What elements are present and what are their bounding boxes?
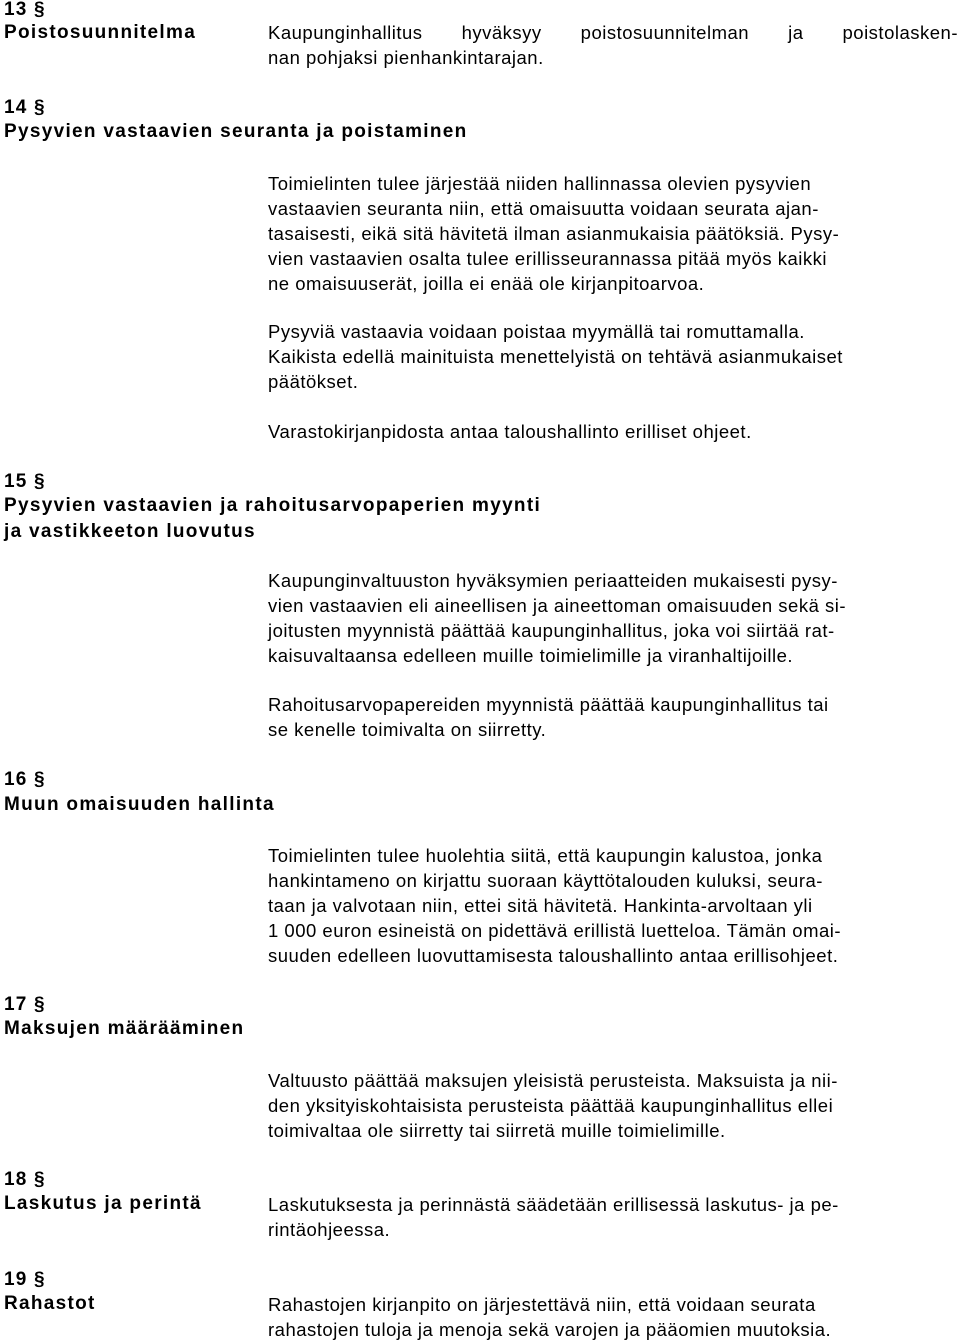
text-line: Varastokirjanpidosta antaa taloushallinto erilliset ohjeet. [268, 421, 752, 442]
section-18-number: 18 § [4, 1169, 46, 1190]
text-line: taan ja valvotaan niin, ettei sitä hävitetä. Hankinta-arvoltaan yli [268, 895, 813, 916]
section-15-paragraph-2 [268, 692, 958, 742]
text-line: Toimielinten tulee huolehtia siitä, että kaupungin kalustoa, jonka [268, 845, 823, 866]
text-line: Kaikista edellä mainituista menettelyistä on tehtävä asianmukaiset [268, 346, 843, 367]
section-13-text [268, 20, 958, 70]
text-line: Kaupunginvaltuuston hyväksymien periaatteiden mukaisesti pysy- [268, 570, 838, 591]
text-line: joitusten myynnistä päättää kaupunginhallitus, joka voi siirtää rat- [268, 620, 835, 641]
text-line: hankintameno on kirjattu suoraan käyttötalouden kuluksi, seura- [268, 870, 823, 891]
text-line: ne omaisuuserät, joilla ei enää ole kirjanpitoarvoa. [268, 273, 705, 294]
section-14-paragraph-2 [268, 319, 958, 394]
text-line: Toimielinten tulee järjestää niiden hallinnassa olevien pysyvien [268, 173, 812, 194]
section-17-text [268, 1068, 958, 1143]
text-line: Rahoitusarvopapereiden myynnistä päättää kaupunginhallitus tai [268, 694, 829, 715]
text-line: nan pohjaksi pienhankintarajan. [268, 47, 544, 68]
text-line: päätökset. [268, 371, 359, 392]
text-line: toimivaltaa ole siirretty tai siirretä muille toimielimille. [268, 1120, 726, 1141]
section-19-text [268, 1292, 958, 1342]
section-18-text [268, 1192, 958, 1242]
section-15-paragraph-1 [268, 568, 958, 668]
text-line: rintäohjeessa. [268, 1219, 391, 1240]
section-15-title-line-2: ja vastikkeeton luovutus [4, 521, 256, 542]
text-line: den yksityiskohtaisista perusteista päättää kaupunginhallitus ellei [268, 1095, 834, 1116]
section-14-number: 14 § [4, 97, 46, 118]
text-line: rahastojen tuloja ja menoja sekä varojen ja pääomien muutoksia. [268, 1319, 832, 1340]
text-line: vastaavien seuranta niin, että omaisuutta voidaan seurata ajan- [268, 198, 819, 219]
section-17-title: Maksujen määrääminen [4, 1018, 245, 1039]
text-line: 1 000 euron esineistä on pidettävä erillistä luetteloa. Tämän omai- [268, 920, 842, 941]
section-18-title: Laskutus ja perintä [4, 1193, 202, 1214]
text-line: Pysyviä vastaavia voidaan poistaa myymällä tai romuttamalla. [268, 321, 805, 342]
section-16-text [268, 843, 958, 968]
section-15-number: 15 § [4, 471, 46, 492]
text-line: se kenelle toimivalta on siirretty. [268, 719, 547, 740]
section-17-number: 17 § [4, 994, 46, 1015]
text-line: Laskutuksesta ja perinnästä säädetään erillisessä laskutus- ja pe- [268, 1194, 839, 1215]
text-line: Rahastojen kirjanpito on järjestettävä niin, että voidaan seurata [268, 1294, 816, 1315]
section-19-number: 19 § [4, 1269, 46, 1290]
section-15-title-line-1: Pysyvien vastaavien ja rahoitusarvopaperien myynti [4, 495, 542, 516]
text-line: vien vastaavien eli aineellisen ja aineettoman omaisuuden sekä si- [268, 595, 847, 616]
section-13-title: Poistosuunnitelma [4, 22, 197, 43]
section-16-number: 16 § [4, 769, 46, 790]
section-19-title: Rahastot [4, 1293, 96, 1314]
text-line: kaisuvaltaansa edelleen muille toimielimille ja viranhaltijoille. [268, 645, 794, 666]
section-13-number: 13 § [4, 0, 46, 20]
section-14-paragraph-3 [268, 419, 958, 444]
section-16-title: Muun omaisuuden hallinta [4, 794, 275, 815]
text-line: Kaupunginhallitus hyväksyy poistosuunnitelman ja poistolasken- [268, 22, 958, 43]
section-14-title: Pysyvien vastaavien seuranta ja poistaminen [4, 121, 468, 142]
section-14-paragraph-1 [268, 171, 958, 296]
text-line: tasaisesti, eikä sitä hävitetä ilman asianmukaisia päätöksiä. Pysy- [268, 223, 840, 244]
text-line: Valtuusto päättää maksujen yleisistä perusteista. Maksuista ja nii- [268, 1070, 838, 1091]
text-line: suuden edelleen luovuttamisesta taloushallinto antaa erillisohjeet. [268, 945, 839, 966]
text-line: vien vastaavien osalta tulee erillisseurannassa pitää myös kaikki [268, 248, 827, 269]
